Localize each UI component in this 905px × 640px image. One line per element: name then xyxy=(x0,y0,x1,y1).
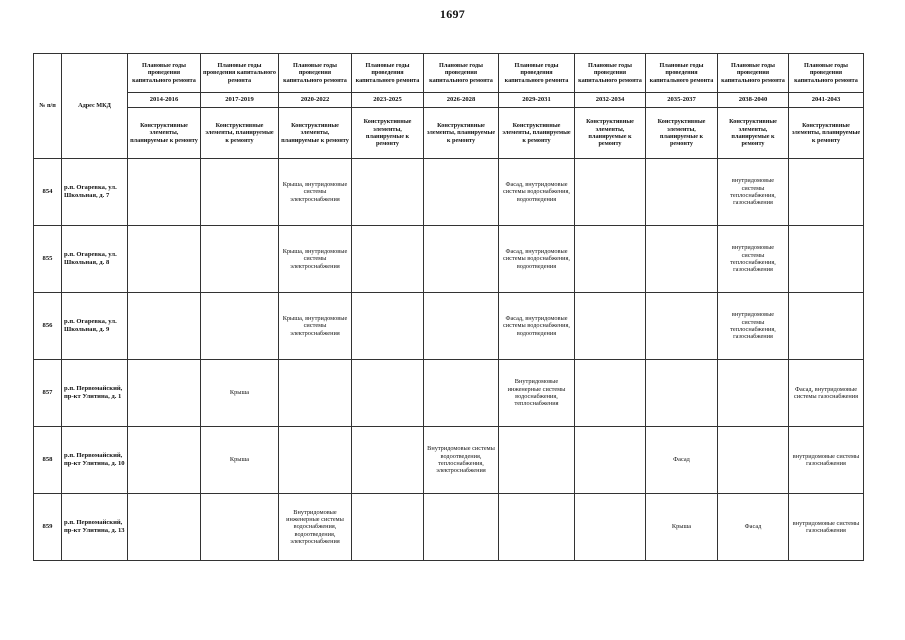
repair-elements-cell xyxy=(718,360,789,427)
period-years-header: 2020-2022 xyxy=(279,93,352,108)
num-header: № п/п xyxy=(34,54,62,159)
repair-elements-cell xyxy=(128,494,201,561)
repair-elements-cell xyxy=(128,226,201,293)
table-row xyxy=(34,226,864,293)
repair-elements-cell: Крыша, внутридомовые системы электроснабжения xyxy=(279,159,352,226)
table-row xyxy=(34,427,864,494)
repair-elements-cell xyxy=(201,159,279,226)
row-address: р.п. Огаревка, ул. Школьная, д. 7 xyxy=(62,159,128,226)
repair-elements-cell xyxy=(646,360,718,427)
repair-elements-cell xyxy=(201,293,279,360)
period-years-header: 2023-2025 xyxy=(352,93,424,108)
elements-header: Конструктивные элементы, планируемые к ремонту xyxy=(646,108,718,159)
repair-elements-cell xyxy=(789,159,864,226)
repair-elements-cell xyxy=(575,427,646,494)
row-address: р.п. Огаревка, ул. Школьная, д. 9 xyxy=(62,293,128,360)
repair-elements-cell xyxy=(352,159,424,226)
repair-elements-cell: Фасад xyxy=(718,494,789,561)
repair-elements-cell xyxy=(575,226,646,293)
repair-elements-cell xyxy=(279,427,352,494)
repair-elements-cell xyxy=(424,293,499,360)
repair-elements-cell xyxy=(646,159,718,226)
repair-elements-cell xyxy=(201,226,279,293)
repair-elements-cell xyxy=(499,427,575,494)
repair-elements-cell: Крыша, внутридомовые системы электроснабжения xyxy=(279,293,352,360)
repair-elements-cell: внутридомовые системы теплоснабжения, газоснабжения xyxy=(718,293,789,360)
repair-elements-cell xyxy=(424,360,499,427)
repair-elements-cell: Крыша xyxy=(201,360,279,427)
repair-elements-cell: Фасад, внутридомовые системы водоснабжения, водоотведения xyxy=(499,159,575,226)
elements-header: Конструктивные элементы, планируемые к ремонту xyxy=(352,108,424,159)
repair-elements-cell xyxy=(352,293,424,360)
repair-elements-cell xyxy=(128,360,201,427)
repair-elements-cell: Фасад, внутридомовые системы водоснабжения, водоотведения xyxy=(499,226,575,293)
repair-elements-cell: Фасад, внутридомовые системы газоснабжения xyxy=(789,360,864,427)
repair-elements-cell: Фасад, внутридомовые системы водоснабжения, водоотведения xyxy=(499,293,575,360)
elements-header: Конструктивные элементы, планируемые к ремонту xyxy=(201,108,279,159)
repair-elements-cell xyxy=(646,226,718,293)
row-number: 856 xyxy=(34,293,62,360)
capital-repair-table xyxy=(33,53,864,561)
period-title-header: Плановые годы проведения капитального ремонта xyxy=(352,54,424,93)
period-title-header: Плановые годы проведения капитального ремонта xyxy=(646,54,718,93)
repair-elements-cell xyxy=(575,360,646,427)
repair-elements-cell xyxy=(279,360,352,427)
repair-elements-cell xyxy=(424,159,499,226)
period-years-header: 2038-2040 xyxy=(718,93,789,108)
elements-header: Конструктивные элементы, планируемые к ремонту xyxy=(424,108,499,159)
period-years-header: 2032-2034 xyxy=(575,93,646,108)
repair-elements-cell: Внутридомовые инженерные системы водоснабжения, водоотведения, электроснабжения xyxy=(279,494,352,561)
repair-elements-cell xyxy=(789,293,864,360)
row-number: 858 xyxy=(34,427,62,494)
address-header: Адрес МКД xyxy=(62,54,128,159)
repair-elements-cell xyxy=(718,427,789,494)
repair-elements-cell xyxy=(646,293,718,360)
table-row xyxy=(34,159,864,226)
repair-elements-cell xyxy=(128,293,201,360)
period-years-header: 2014-2016 xyxy=(128,93,201,108)
row-number: 857 xyxy=(34,360,62,427)
period-title-header: Плановые годы проведения капитального ремонта xyxy=(201,54,279,93)
repair-elements-cell xyxy=(424,494,499,561)
repair-elements-cell xyxy=(128,159,201,226)
repair-elements-cell: Крыша xyxy=(646,494,718,561)
period-title-header: Плановые годы проведения капитального ремонта xyxy=(575,54,646,93)
period-years-header: 2026-2028 xyxy=(424,93,499,108)
repair-elements-cell xyxy=(352,226,424,293)
elements-header: Конструктивные элементы, планируемые к ремонту xyxy=(789,108,864,159)
table-row xyxy=(34,494,864,561)
repair-elements-cell xyxy=(575,494,646,561)
repair-elements-cell xyxy=(499,494,575,561)
repair-elements-cell xyxy=(575,159,646,226)
period-years-header: 2029-2031 xyxy=(499,93,575,108)
repair-elements-cell xyxy=(424,226,499,293)
page-number: 1697 xyxy=(439,7,466,21)
elements-header: Конструктивные элементы, планируемые к ремонту xyxy=(499,108,575,159)
row-number: 859 xyxy=(34,494,62,561)
row-address: р.п. Огаревка, ул. Школьная, д. 8 xyxy=(62,226,128,293)
repair-elements-cell: Внутридомовые системы водоотведения, теплоснабжения, электроснабжения xyxy=(424,427,499,494)
repair-elements-cell: Внутридомовые инженерные системы водоснабжения, теплоснабжения xyxy=(499,360,575,427)
repair-elements-cell: внутридомовые системы газоснабжения xyxy=(789,494,864,561)
elements-header: Конструктивные элементы, планируемые к ремонту xyxy=(575,108,646,159)
row-number: 855 xyxy=(34,226,62,293)
table-row xyxy=(34,360,864,427)
repair-elements-cell xyxy=(352,427,424,494)
row-address: р.п. Первомайский, пр-кт Улитина, д. 1 xyxy=(62,360,128,427)
repair-elements-cell: внутридомовые системы теплоснабжения, газоснабжения xyxy=(718,159,789,226)
repair-elements-cell: Фасад xyxy=(646,427,718,494)
period-years-header: 2035-2037 xyxy=(646,93,718,108)
repair-elements-cell xyxy=(789,226,864,293)
period-title-header: Плановые годы проведения капитального ремонта xyxy=(499,54,575,93)
repair-elements-cell xyxy=(575,293,646,360)
period-years-header: 2017-2019 xyxy=(201,93,279,108)
row-address: р.п. Первомайский, пр-кт Улитина, д. 13 xyxy=(62,494,128,561)
period-title-header: Плановые годы проведения капитального ремонта xyxy=(718,54,789,93)
repair-elements-cell xyxy=(128,427,201,494)
elements-header: Конструктивные элементы, планируемые к ремонту xyxy=(279,108,352,159)
elements-header: Конструктивные элементы, планируемые к ремонту xyxy=(718,108,789,159)
period-title-header: Плановые годы проведения капитального ремонта xyxy=(128,54,201,93)
table-row xyxy=(34,293,864,360)
period-years-header: 2041-2043 xyxy=(789,93,864,108)
row-address: р.п. Первомайский, пр-кт Улитина, д. 10 xyxy=(62,427,128,494)
repair-elements-cell: внутридомовые системы теплоснабжения, газоснабжения xyxy=(718,226,789,293)
repair-elements-cell xyxy=(352,360,424,427)
repair-elements-cell: Крыша, внутридомовые системы электроснабжения xyxy=(279,226,352,293)
period-title-header: Плановые годы проведения капитального ремонта xyxy=(789,54,864,93)
period-title-header: Плановые годы проведения капитального ремонта xyxy=(279,54,352,93)
repair-elements-cell xyxy=(201,494,279,561)
repair-elements-cell xyxy=(352,494,424,561)
elements-header: Конструктивные элементы, планируемые к ремонту xyxy=(128,108,201,159)
repair-elements-cell: внутридомовые системы газоснабжения xyxy=(789,427,864,494)
repair-elements-cell: Крыша xyxy=(201,427,279,494)
period-title-header: Плановые годы проведения капитального ремонта xyxy=(424,54,499,93)
row-number: 854 xyxy=(34,159,62,226)
